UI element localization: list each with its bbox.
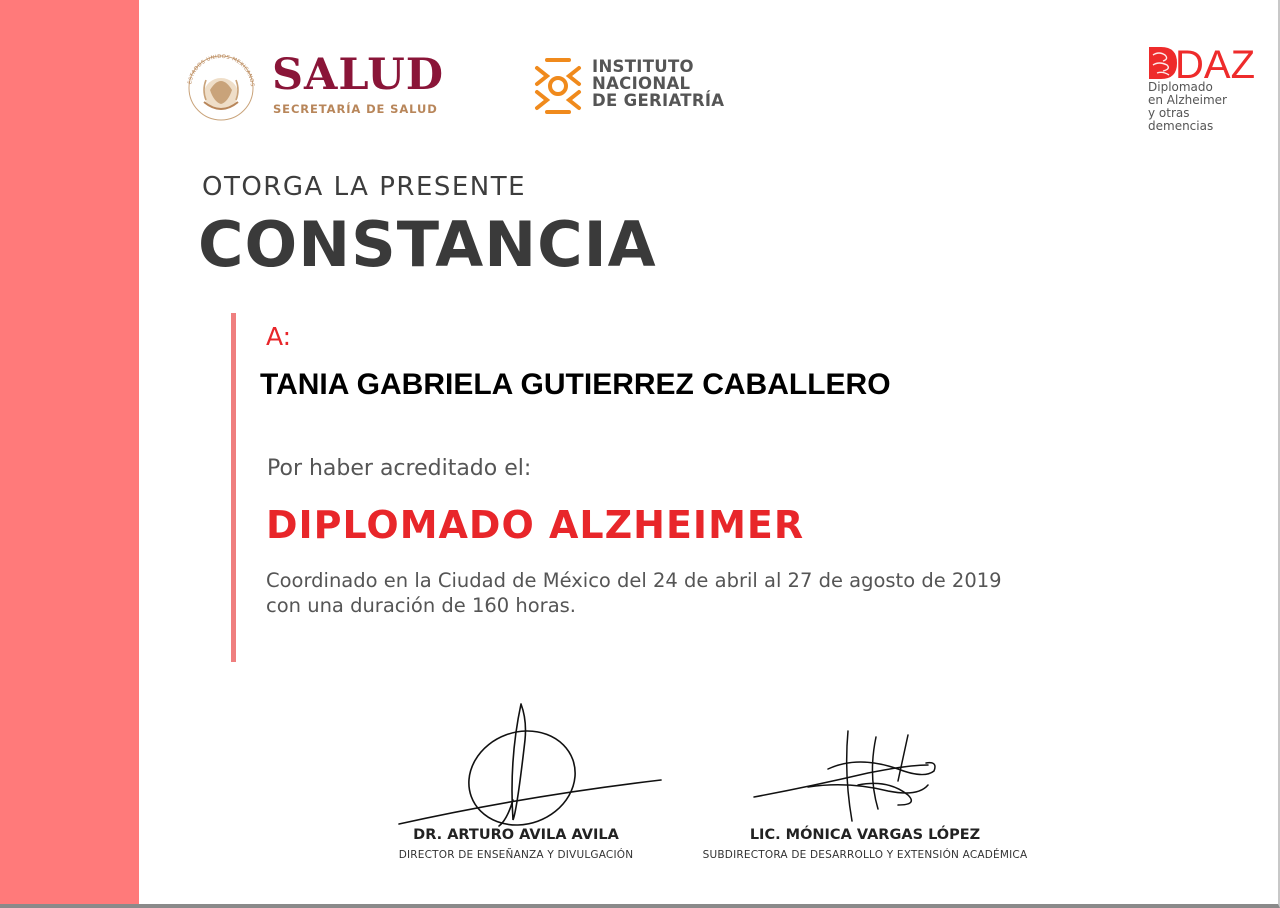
geriatria-line: DE GERIATRÍA	[592, 91, 725, 110]
daz-caption-line: Diplomado	[1148, 80, 1213, 94]
intro-text: Por haber acreditado el:	[267, 456, 532, 481]
recipient-label: A:	[266, 322, 292, 351]
signatory-name: LIC. MÓNICA VARGAS LÓPEZ	[749, 827, 981, 843]
grant-text: OTORGA LA PRESENTE	[202, 172, 527, 202]
recipient-name: TANIA GABRIELA GUTIERREZ CABALLERO	[260, 368, 891, 401]
geriatria-line: NACIONAL	[592, 74, 691, 93]
salud-wordmark: SALUD	[272, 50, 445, 100]
course-details	[266, 568, 1002, 618]
signatory-role: DIRECTOR DE ENSEÑANZA Y DIVULGACIÓN	[398, 849, 634, 861]
geriatria-line: INSTITUTO	[592, 57, 694, 76]
daz-caption-line: en Alzheimer	[1148, 93, 1227, 107]
daz-caption-line: y otras	[1148, 106, 1190, 120]
course-name: DIPLOMADO ALZHEIMER	[266, 503, 805, 547]
geriatria-logo-text	[592, 58, 724, 109]
mexico-seal-icon	[182, 50, 260, 122]
signature-image	[395, 700, 665, 830]
salud-subtitle: SECRETARÍA DE SALUD	[273, 102, 438, 116]
daz-logo	[1147, 43, 1255, 137]
signatory-2	[680, 826, 1050, 861]
signature-image	[748, 725, 943, 825]
daz-caption	[1148, 81, 1227, 133]
details-line: Coordinado en la Ciudad de México del 24 de abril al 27 de agosto de 2019	[266, 569, 1002, 592]
geriatria-logo-icon	[531, 56, 585, 114]
signatory-1	[380, 826, 652, 861]
details-line: con una duración de 160 horas.	[266, 594, 577, 617]
svg-text:DAZ: DAZ	[1175, 43, 1255, 87]
accent-divider	[231, 313, 236, 662]
daz-caption-line: demencias	[1148, 119, 1214, 133]
signatory-name: DR. ARTURO AVILA AVILA	[413, 827, 619, 843]
svg-text:ESTADOS UNIDOS MEXICANOS: ESTADOS UNIDOS MEXICANOS	[187, 53, 256, 88]
signatory-role: SUBDIRECTORA DE DESARROLLO Y EXTENSIÓN ACADÉMICA	[702, 849, 1028, 861]
side-color-band	[0, 0, 139, 908]
certificate-title: CONSTANCIA	[198, 208, 657, 281]
